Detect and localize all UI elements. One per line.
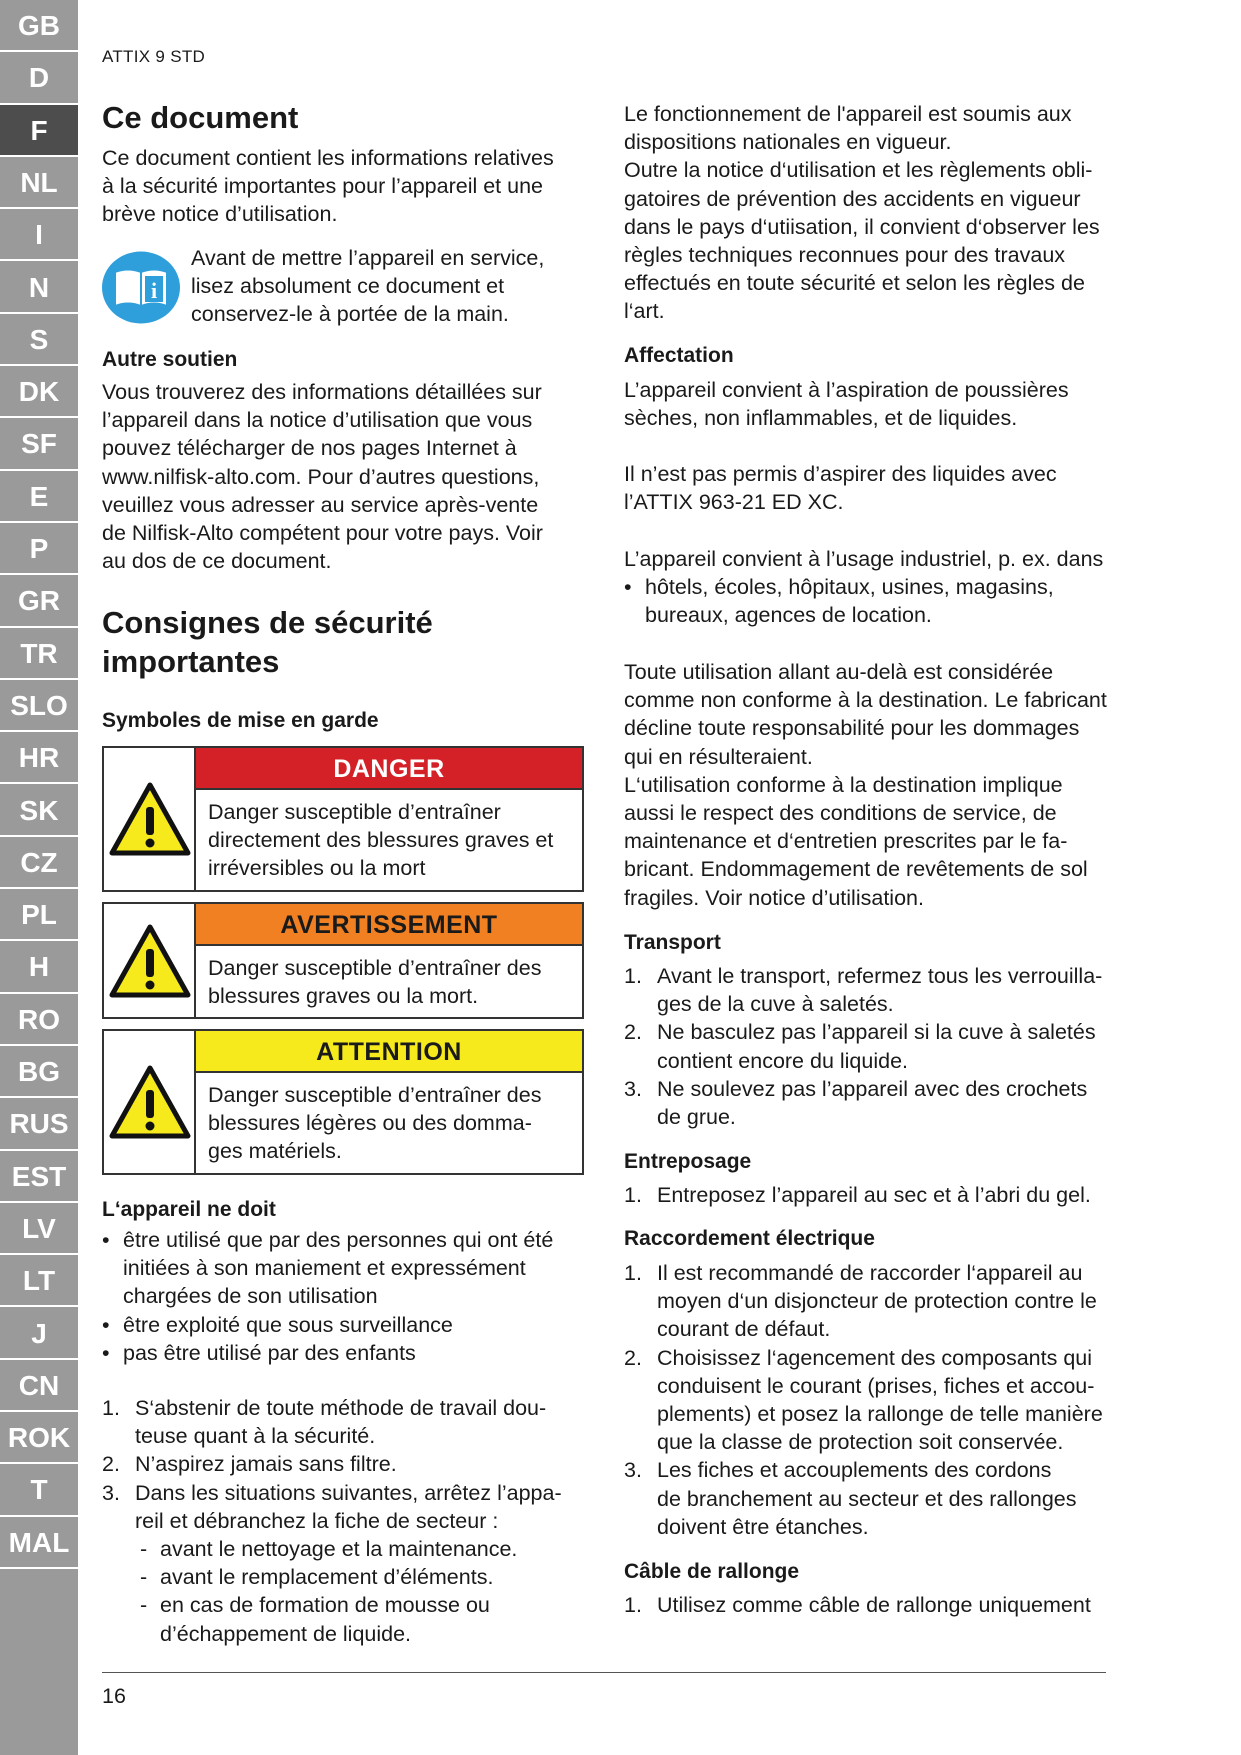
- language-tab-lv[interactable]: LV: [0, 1203, 78, 1255]
- list-number: 2.: [102, 1452, 120, 1477]
- heading-ce-document: Ce document: [102, 100, 299, 135]
- language-tab-rus[interactable]: RUS: [0, 1098, 78, 1150]
- list-item-text: moyen d‘un disjoncteur de protection contre le: [657, 1289, 1097, 1314]
- text-line: Ce document contient les informations relatives: [102, 146, 554, 170]
- list-number: 1.: [102, 1396, 120, 1420]
- language-tab-hr[interactable]: HR: [0, 732, 78, 784]
- text-line: ges matériels.: [208, 1139, 342, 1164]
- language-tab-sf[interactable]: SF: [0, 418, 78, 470]
- attention-label: ATTENTION: [196, 1031, 582, 1073]
- text-line: lisez absolument ce document et: [191, 274, 505, 299]
- info-note: [191, 244, 591, 329]
- dash-mark: -: [140, 1537, 148, 1561]
- list-item-text: pas être utilisé par des enfants: [123, 1340, 416, 1365]
- text-line: L’appareil convient à l’usage industriel, p. ex. dans: [624, 547, 1104, 571]
- list-item-text: Les fiches et accouplements des cordons: [657, 1458, 1052, 1483]
- svg-text:i: i: [150, 278, 158, 303]
- list-item-text: reil et débranchez la fiche de secteur :: [135, 1508, 499, 1533]
- list-item-text: Utilisez comme câble de rallonge uniquement: [657, 1593, 1091, 1617]
- list-item-text: avant le nettoyage et la maintenance.: [160, 1537, 518, 1561]
- warning-box-danger: [102, 746, 584, 892]
- list-number: 1.: [624, 1183, 642, 1207]
- heading-consignes-securite: [102, 603, 433, 681]
- language-tab-gr[interactable]: GR: [0, 575, 78, 627]
- list-number: 3.: [624, 1076, 642, 1101]
- language-tab-cn[interactable]: CN: [0, 1360, 78, 1412]
- language-tab-f[interactable]: F: [0, 105, 78, 157]
- text-line: L’appareil convient à l’aspiration de poussières: [624, 378, 1069, 402]
- heading-autre-soutien: Autre soutien: [102, 348, 238, 371]
- language-tab-slo[interactable]: SLO: [0, 680, 78, 732]
- text-line: l’ATTIX 963-21 ED XC.: [624, 490, 844, 515]
- list-item-text: être exploité que sous surveillance: [123, 1312, 453, 1337]
- affectation-p4: [624, 658, 1144, 912]
- text-line: dispositions nationales en vigueur.: [624, 130, 952, 155]
- heading-raccordement: Raccordement électrique: [624, 1227, 875, 1250]
- list-item-text: conduisent le courant (prises, fiches et accou-: [657, 1373, 1095, 1398]
- language-tab-n[interactable]: N: [0, 262, 78, 314]
- language-tab-p[interactable]: P: [0, 523, 78, 575]
- text-line: au dos de ce document.: [102, 549, 332, 574]
- language-tab-lt[interactable]: LT: [0, 1255, 78, 1307]
- language-tab-rok[interactable]: ROK: [0, 1412, 78, 1464]
- language-tab-tr[interactable]: TR: [0, 628, 78, 680]
- bullet-mark: •: [102, 1340, 110, 1365]
- heading-transport: Transport: [624, 931, 721, 954]
- language-tab-pl[interactable]: PL: [0, 889, 78, 941]
- list-item-text: de branchement au secteur et des rallonges: [657, 1486, 1077, 1511]
- list-number: 1.: [624, 1593, 642, 1617]
- affectation-p3: [624, 545, 1134, 573]
- language-tab-j[interactable]: J: [0, 1308, 78, 1360]
- heading-entreposage: Entreposage: [624, 1150, 752, 1173]
- bullet-mark: •: [624, 575, 632, 599]
- text-line: conservez-le à portée de la main.: [191, 302, 509, 327]
- language-tab-d[interactable]: D: [0, 52, 78, 104]
- language-tab-ro[interactable]: RO: [0, 994, 78, 1046]
- text-line: Avant de mettre l’appareil en service,: [191, 246, 545, 270]
- text-line: Danger susceptible d’entraîner des: [208, 956, 542, 980]
- warning-triangle-icon: [104, 904, 196, 1017]
- list-item-text: Entreposez l’appareil au sec et à l’abri du gel.: [657, 1183, 1091, 1207]
- text-line: comme non conforme à la destination. Le fabricant: [624, 688, 1107, 713]
- list-item-text: Ne soulevez pas l’appareil avec des crochets: [657, 1076, 1088, 1101]
- text-line: bricant. Endommagement de revêtements de sol: [624, 857, 1088, 882]
- text-line: importantes: [102, 644, 280, 679]
- list-item-text: S‘abstenir de toute méthode de travail dou-: [135, 1396, 547, 1420]
- list-item-text: initiées à son maniement et expressément: [123, 1256, 526, 1281]
- list-item-text: Dans les situations suivantes, arrêtez l’appa-: [135, 1480, 562, 1505]
- heading-symboles: Symboles de mise en garde: [102, 709, 379, 732]
- page-number: 16: [102, 1684, 126, 1708]
- list-number: 3.: [102, 1480, 120, 1505]
- intro-text: [624, 100, 1134, 326]
- list-item-text: Il est recommandé de raccorder l‘appareil au: [657, 1261, 1083, 1285]
- support-text: [102, 378, 602, 575]
- dash-mark: -: [140, 1565, 148, 1590]
- list-number: 2.: [624, 1345, 642, 1370]
- list-item-text: Ne basculez pas l’appareil si la cuve à saletés: [657, 1020, 1096, 1045]
- list-item-text: avant le remplacement d’éléments.: [160, 1565, 494, 1590]
- list-item-text: en cas de formation de mousse ou: [160, 1593, 490, 1618]
- attention-text: [208, 1081, 574, 1166]
- text-line: www.nilfisk-alto.com. Pour d’autres questions,: [102, 464, 540, 489]
- text-line: blessures légères ou des domma-: [208, 1111, 532, 1136]
- list-item-text: Choisissez l‘agencement des composants qui: [657, 1345, 1093, 1370]
- document-intro: [102, 144, 602, 229]
- avertissement-label: AVERTISSEMENT: [196, 904, 582, 946]
- affectation-bullet: [645, 573, 1135, 629]
- text-line: Consignes de sécurité: [102, 605, 433, 640]
- heading-cable: Câble de rallonge: [624, 1560, 800, 1583]
- warning-box-avertissement: [102, 902, 584, 1019]
- text-line: règles techniques reconnues pour des travaux: [624, 243, 1066, 268]
- text-line: qui en résulteraient.: [624, 744, 813, 769]
- text-line: Le fonctionnement de l'appareil est soumis aux: [624, 102, 1072, 126]
- list-item-text: d’échappement de liquide.: [160, 1621, 412, 1646]
- bullet-mark: •: [102, 1228, 110, 1252]
- text-line: de Nilfisk-Alto compétent pour votre pays. Voir: [102, 521, 543, 546]
- list-item-text: que la classe de protection soit conservée.: [657, 1430, 1064, 1455]
- text-line: Outre la notice d‘utilisation et les règlements obli-: [624, 158, 1093, 183]
- text-line: pouvez télécharger de nos pages Internet à: [102, 436, 517, 461]
- list-number: 1.: [624, 1261, 642, 1285]
- language-tab-mal[interactable]: MAL: [0, 1517, 78, 1569]
- text-line: L‘utilisation conforme à la destination implique: [624, 772, 1063, 797]
- warning-triangle-icon: [104, 1031, 196, 1173]
- list-item-text: N’aspirez jamais sans filtre.: [135, 1452, 397, 1477]
- text-line: aussi le respect des conditions de service, de: [624, 801, 1057, 826]
- text-line: blessures graves ou la mort.: [208, 984, 479, 1009]
- list-item-text: contient encore du liquide.: [657, 1048, 909, 1073]
- list-item-text: ges de la cuve à saletés.: [657, 992, 894, 1017]
- text-line: à la sécurité importantes pour l’appareil et une: [102, 174, 544, 199]
- list-item-text: Avant le transport, refermez tous les verrouilla-: [657, 964, 1103, 988]
- text-line: l’appareil dans la notice d’utilisation que vous: [102, 408, 533, 433]
- text-line: sèches, non inflammables, et de liquides.: [624, 406, 1018, 431]
- language-tab-est[interactable]: EST: [0, 1151, 78, 1203]
- danger-label: DANGER: [196, 748, 582, 790]
- text-line: brève notice d’utilisation.: [102, 202, 338, 227]
- affectation-p2: [624, 460, 1134, 516]
- danger-text: [208, 798, 574, 883]
- doc-header: ATTIX 9 STD: [102, 47, 206, 66]
- language-tab-h[interactable]: H: [0, 941, 78, 993]
- list-item-text: chargées de son utilisation: [123, 1284, 378, 1309]
- text-line: Danger susceptible d’entraîner des: [208, 1083, 542, 1107]
- text-line: l‘art.: [624, 299, 665, 324]
- language-sidebar: [0, 0, 78, 1755]
- dash-mark: -: [140, 1593, 148, 1618]
- affectation-p1: [624, 376, 1134, 432]
- list-item-text: plements) et posez la rallonge de telle manière: [657, 1402, 1103, 1426]
- text-line: veuillez vous adresser au service après-vente: [102, 492, 539, 517]
- list-item-text: de grue.: [657, 1105, 736, 1129]
- text-line: effectués en toute sécurité et selon les règles de: [624, 271, 1085, 296]
- warning-triangle-icon: [104, 748, 196, 890]
- text-line: Toute utilisation allant au-delà est considérée: [624, 660, 1054, 684]
- bullet-mark: •: [102, 1312, 110, 1337]
- text-line: maintenance et d‘entretien prescrites par le fa-: [624, 829, 1068, 854]
- language-tab-e[interactable]: E: [0, 471, 78, 523]
- list-number: 1.: [624, 964, 642, 988]
- language-tab-i[interactable]: I: [0, 209, 78, 261]
- avertissement-text: [208, 954, 574, 1010]
- read-manual-icon: [101, 250, 181, 325]
- text-line: fragiles. Voir notice d’utilisation.: [624, 885, 924, 910]
- warning-box-attention: [102, 1029, 584, 1175]
- text-line: dans le pays d‘utiisation, il convient d‘observer les: [624, 214, 1100, 239]
- text-line: bureaux, agences de location.: [645, 603, 932, 628]
- list-item-text: être utilisé que par des personnes qui ont été: [123, 1228, 554, 1252]
- text-line: irréversibles ou la mort: [208, 856, 426, 881]
- language-tab-sk[interactable]: SK: [0, 785, 78, 837]
- list-item-text: courant de défaut.: [657, 1317, 831, 1342]
- text-line: décline toute responsabilité pour les dommages: [624, 716, 1080, 741]
- language-tab-cz[interactable]: CZ: [0, 837, 78, 889]
- heading-appareil-ne-doit: L‘appareil ne doit: [102, 1198, 276, 1221]
- list-item-text: teuse quant à la sécurité.: [135, 1424, 376, 1449]
- text-line: Danger susceptible d’entraîner: [208, 800, 501, 824]
- text-line: directement des blessures graves et: [208, 828, 554, 853]
- list-number: 2.: [624, 1020, 642, 1045]
- text-line: hôtels, écoles, hôpitaux, usines, magasins,: [645, 575, 1054, 599]
- text-line: Vous trouverez des informations détaillées sur: [102, 380, 542, 404]
- list-number: 3.: [624, 1458, 642, 1483]
- language-tab-bg[interactable]: BG: [0, 1046, 78, 1098]
- heading-affectation: Affectation: [624, 344, 734, 367]
- language-tab-t[interactable]: T: [0, 1464, 78, 1516]
- footer-divider: [102, 1672, 1106, 1673]
- language-tab-gb[interactable]: GB: [0, 0, 78, 52]
- text-line: gatoires de prévention des accidents en vigueur: [624, 186, 1081, 211]
- language-tab-dk[interactable]: DK: [0, 366, 78, 418]
- language-tab-s[interactable]: S: [0, 314, 78, 366]
- list-item-text: doivent être étanches.: [657, 1514, 869, 1539]
- text-line: Il n’est pas permis d’aspirer des liquides avec: [624, 462, 1057, 486]
- language-tab-nl[interactable]: NL: [0, 157, 78, 209]
